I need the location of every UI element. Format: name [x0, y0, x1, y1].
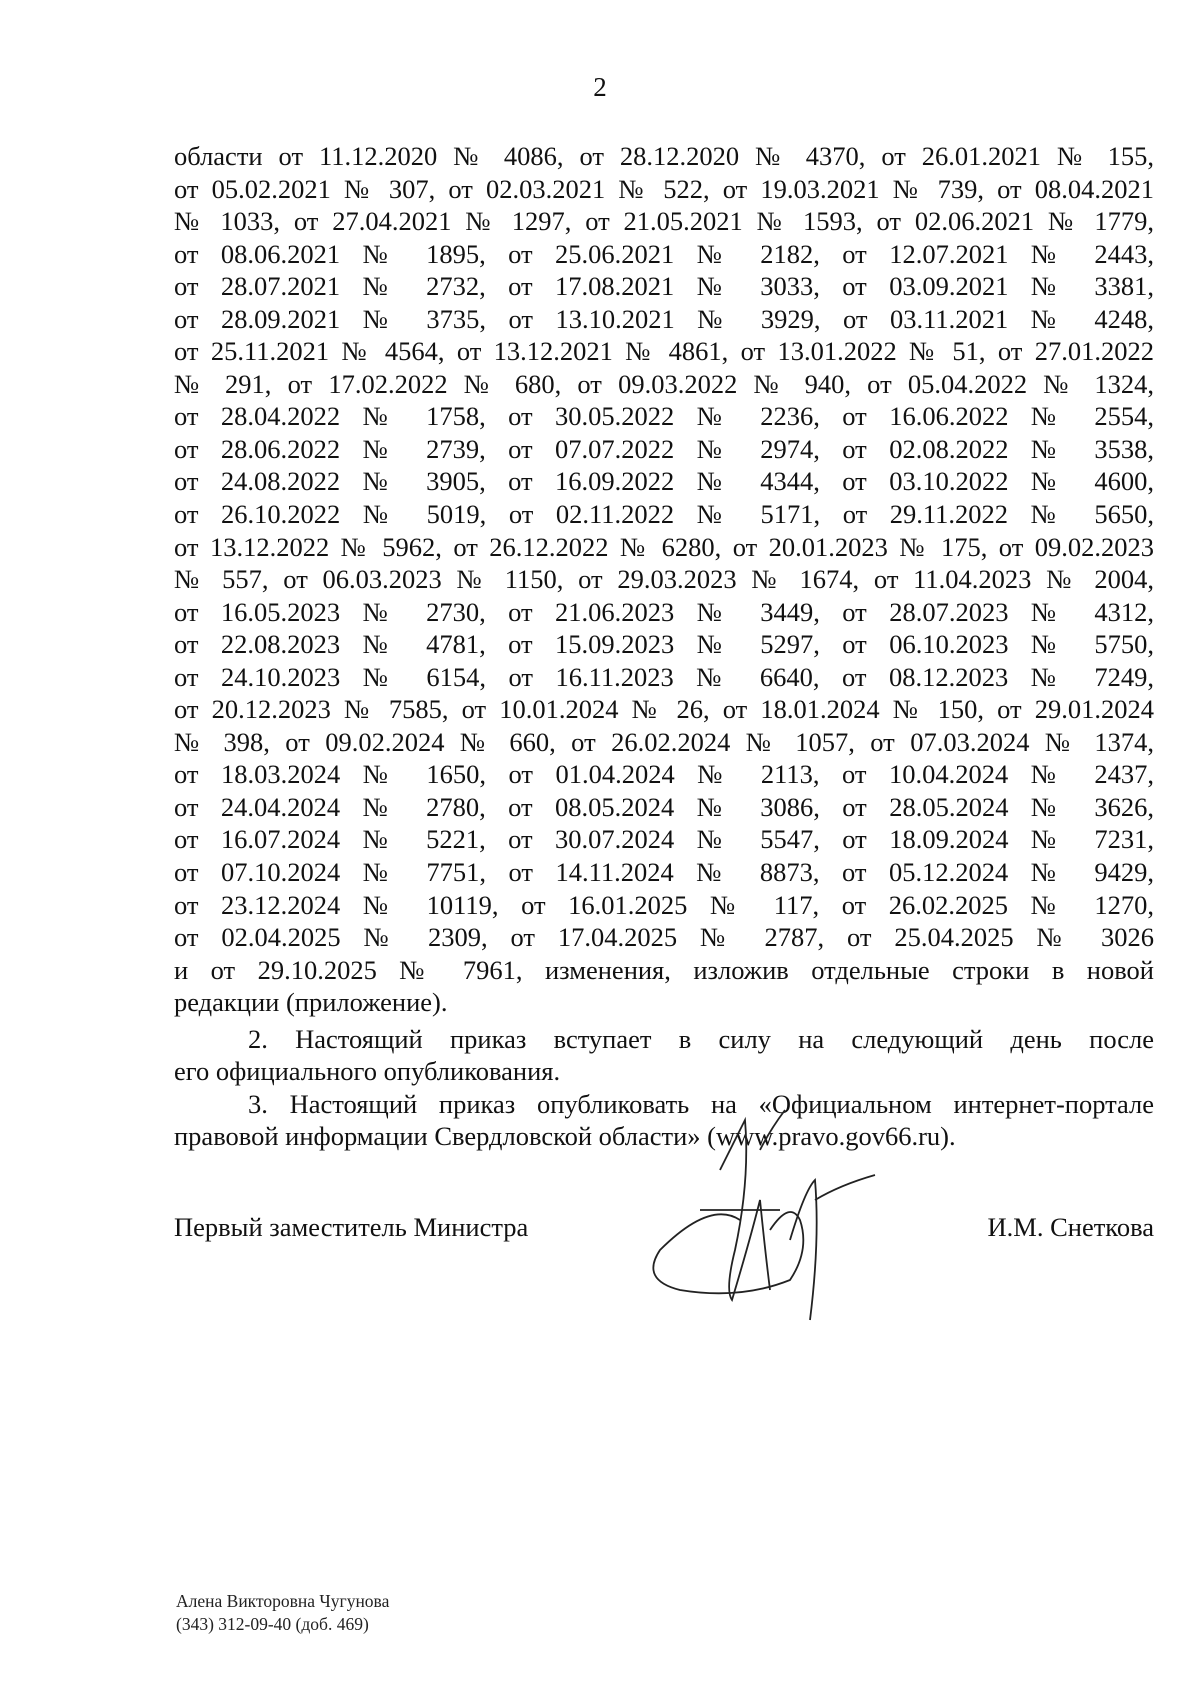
text-line: от 02.04.2025 № 2309, от 17.04.2025 № 2787, от 25.04.2025 № 3026 [174, 922, 1154, 953]
text-line: от 28.04.2022 № 1758, от 30.05.2022 № 2236, от 16.06.2022 № 2554, [174, 401, 1154, 432]
text-line: от 16.05.2023 № 2730, от 21.06.2023 № 3449, от 28.07.2023 № 4312, [174, 596, 1154, 627]
signature-block [174, 1212, 1154, 1252]
text-line: от 26.10.2022 № 5019, от 02.11.2022 № 5171, от 29.11.2022 № 5650, [174, 499, 1154, 530]
text-line: от 16.07.2024 № 5221, от 30.07.2024 № 5547, от 18.09.2024 № 7231, [174, 824, 1154, 855]
text-line: от 24.04.2024 № 2780, от 08.05.2024 № 3086, от 28.05.2024 № 3626, [174, 791, 1154, 822]
paragraph-2-line: 2. Настоящий приказ вступает в силу на следующий день после [248, 1023, 1154, 1054]
text-line: от 28.07.2021 № 2732, от 17.08.2021 № 3033, от 03.09.2021 № 3381, [174, 271, 1154, 302]
text-line: от 13.12.2022 № 5962, от 26.12.2022 № 6280, от 20.01.2023 № 175, от 09.02.2023 [174, 531, 1154, 562]
text-line: от 05.02.2021 № 307, от 02.03.2021 № 522, от 19.03.2021 № 739, от 08.04.2021 [174, 173, 1154, 204]
text-line: № 398, от 09.02.2024 № 660, от 26.02.2024 № 1057, от 07.03.2024 № 1374, [174, 726, 1154, 757]
signatory-name: И.М. Снеткова [987, 1212, 1154, 1242]
text-line: редакции (приложение). [174, 987, 448, 1018]
text-line: от 20.12.2023 № 7585, от 10.01.2024 № 26, от 18.01.2024 № 150, от 29.01.2024 [174, 694, 1154, 725]
paragraph-3-line: 3. Настоящий приказ опубликовать на «Официальном интернет-портале [248, 1088, 1154, 1119]
executor-phone: (343) 312-09-40 (доб. 469) [176, 1614, 369, 1634]
signatory-title: Первый заместитель Министра [174, 1212, 529, 1242]
text-line: № 291, от 17.02.2022 № 680, от 09.03.2022 № 940, от 05.04.2022 № 1324, [174, 368, 1154, 399]
text-line: от 25.11.2021 № 4564, от 13.12.2021 № 4861, от 13.01.2022 № 51, от 27.01.2022 [174, 336, 1154, 367]
text-line: № 1033, от 27.04.2021 № 1297, от 21.05.2021 № 1593, от 02.06.2021 № 1779, [174, 206, 1154, 237]
text-line: и от 29.10.2025 № 7961, изменения, изложив отдельные строки в новой [174, 954, 1154, 985]
text-line: от 28.09.2021 № 3735, от 13.10.2021 № 3929, от 03.11.2021 № 4248, [174, 303, 1154, 334]
text-line: от 07.10.2024 № 7751, от 14.11.2024 № 8873, от 05.12.2024 № 9429, [174, 857, 1154, 888]
executor-info [176, 1590, 389, 1636]
text-line: от 08.06.2021 № 1895, от 25.06.2021 № 2182, от 12.07.2021 № 2443, [174, 238, 1154, 269]
page-number: 2 [593, 72, 607, 102]
paragraph-2-line: его официального опубликования. [174, 1056, 561, 1087]
text-line: от 24.08.2022 № 3905, от 16.09.2022 № 4344, от 03.10.2022 № 4600, [174, 466, 1154, 497]
text-line: от 23.12.2024 № 10119, от 16.01.2025 № 117, от 26.02.2025 № 1270, [174, 889, 1154, 920]
text-line: от 22.08.2023 № 4781, от 15.09.2023 № 5297, от 06.10.2023 № 5750, [174, 629, 1154, 660]
text-line: области от 11.12.2020 № 4086, от 28.12.2020 № 4370, от 26.01.2021 № 155, [174, 141, 1154, 171]
paragraph-3-line: правовой информации Свердловской области» (www.pravo.gov66.ru). [174, 1121, 956, 1152]
executor-name: Алена Викторовна Чугунова [176, 1591, 390, 1611]
text-line: № 557, от 06.03.2023 № 1150, от 29.03.2023 № 1674, от 11.04.2023 № 2004, [174, 564, 1154, 595]
text-line: от 18.03.2024 № 1650, от 01.04.2024 № 2113, от 10.04.2024 № 2437, [174, 759, 1154, 790]
text-line: от 28.06.2022 № 2739, от 07.07.2022 № 2974, от 02.08.2022 № 3538, [174, 433, 1154, 464]
document-body [174, 140, 1154, 1153]
text-line: от 24.10.2023 № 6154, от 16.11.2023 № 6640, от 08.12.2023 № 7249, [174, 661, 1154, 692]
